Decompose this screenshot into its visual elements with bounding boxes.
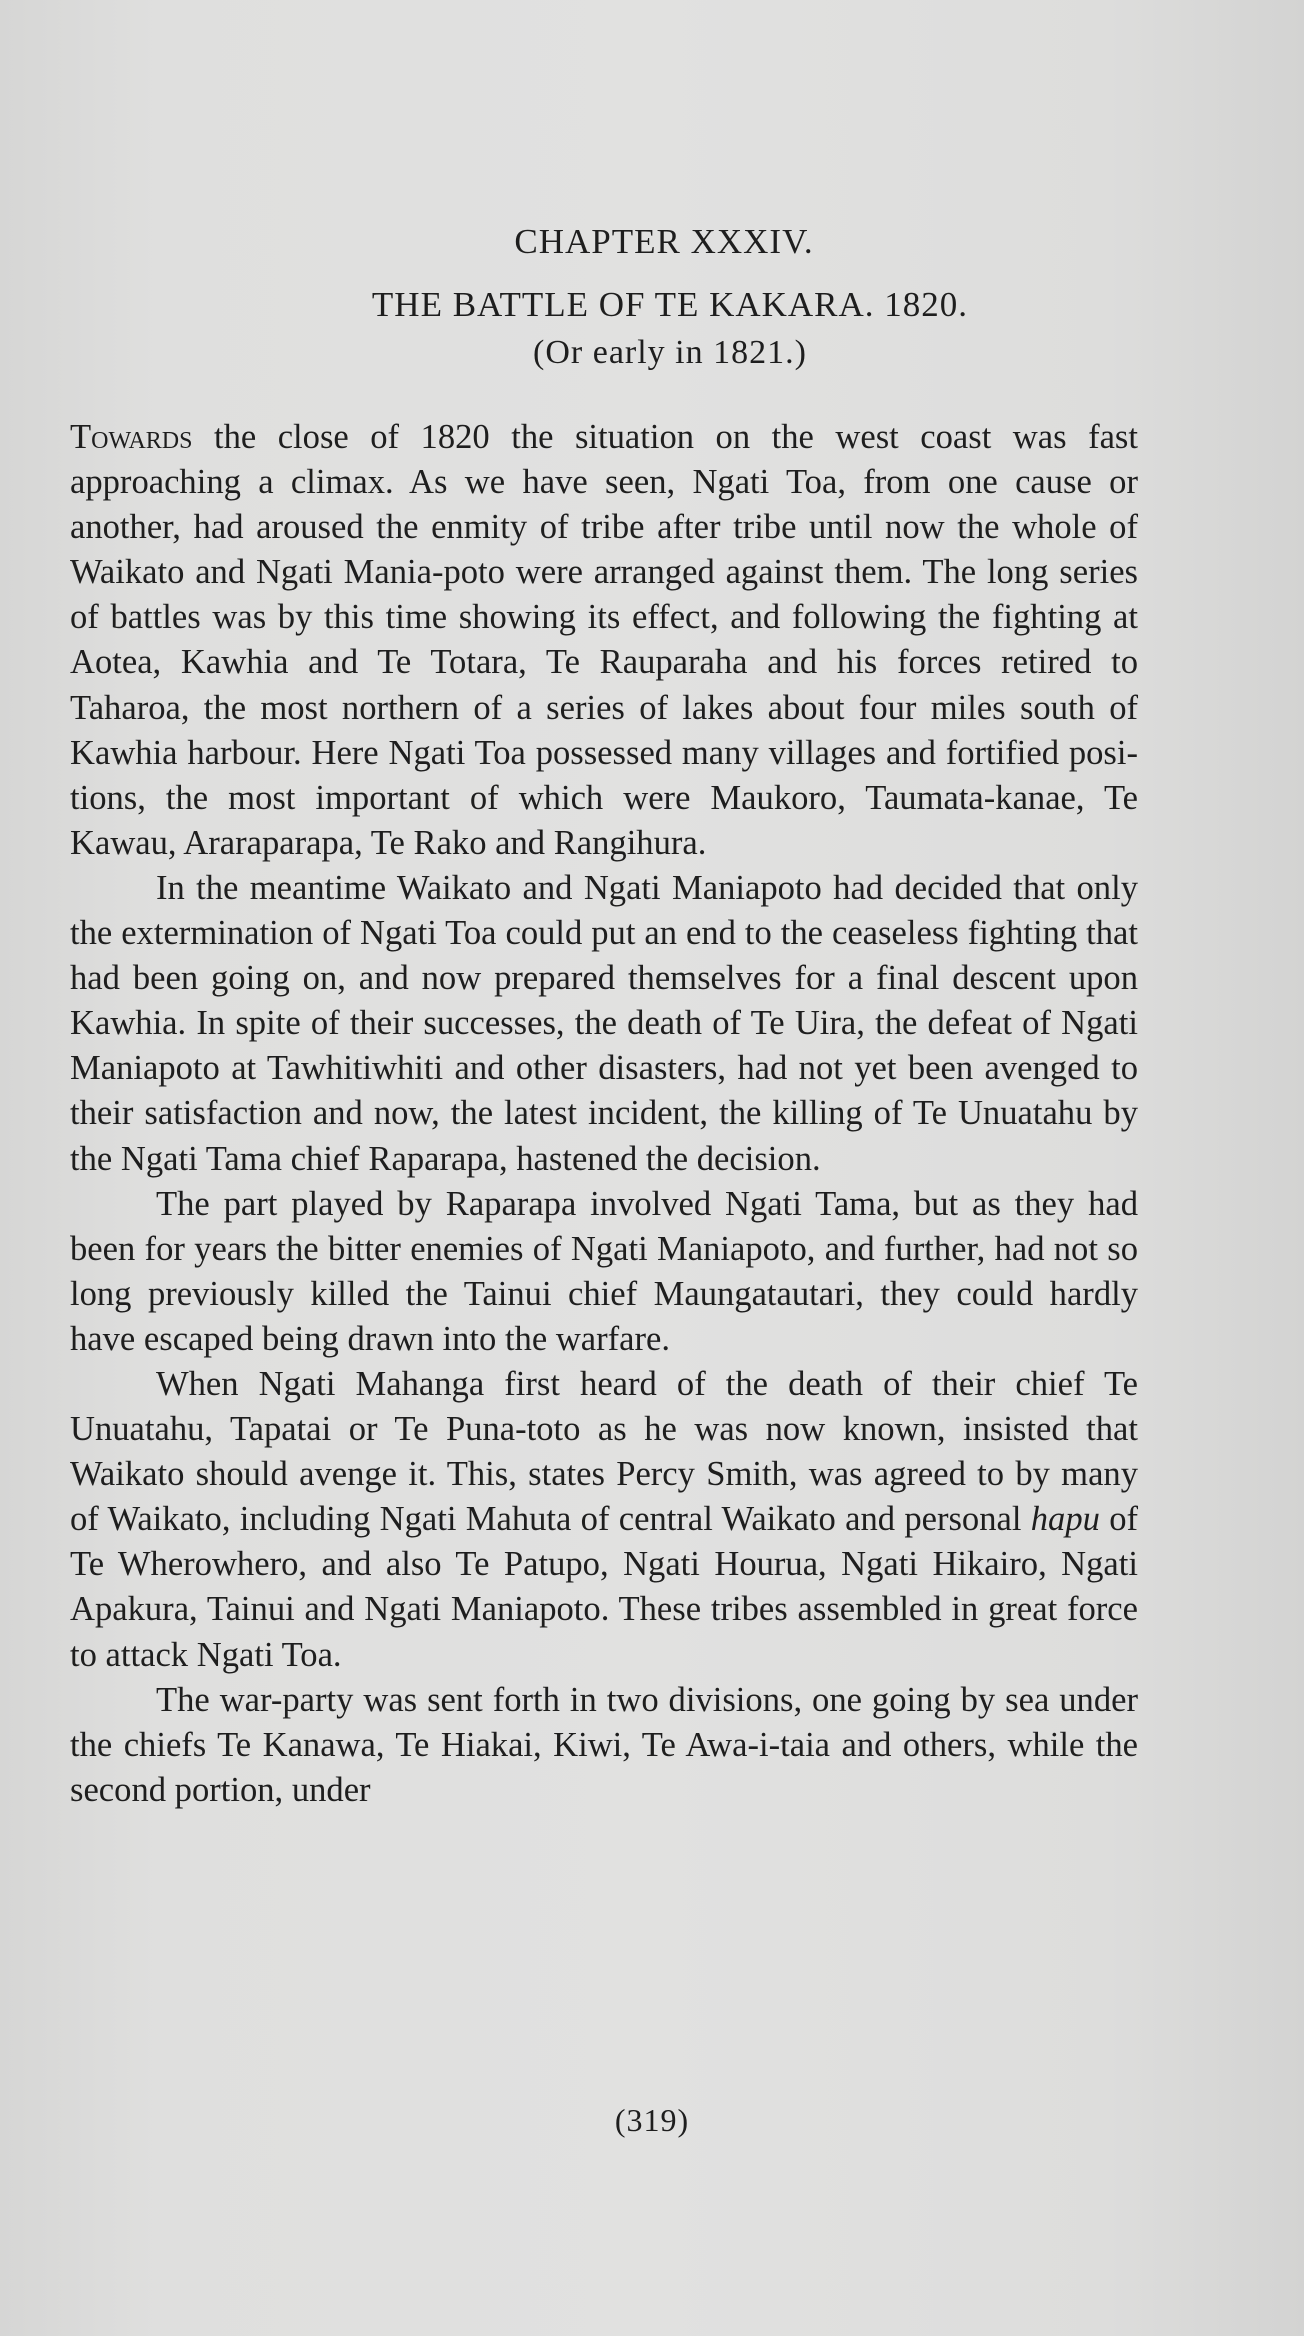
- chapter-title: THE BATTLE OF TE KAKARA. 1820.: [371, 285, 969, 324]
- paragraph-4-text-b: of Te Wherowhero, and also Te Patupo, Ngati Hourua, Ngati Hikairo, Ngati Apakura, Tainui and Ngati Maniapoto. These tribes assembled in great force to attack Ngati Toa.: [70, 1500, 1138, 1674]
- paragraph-5: The war-party was sent forth in two divisions, one going by sea under the chiefs Te Kanawa, Te Hiakai, Kiwi, Te Awa-i-taia and others, while the second portion, under: [70, 1680, 1138, 1809]
- body-text: [70, 415, 1138, 1813]
- paragraph-4-italic-term: hapu: [1030, 1500, 1100, 1539]
- paragraph-1: [70, 415, 1138, 866]
- chapter-number: CHAPTER XXXIV.: [514, 222, 814, 261]
- paragraph-1-text: the close of 1820 the situation on the west coast was fast approaching a climax. As we have seen, Ngati Toa, from one cause or another, had aroused the enmity of tribe after tribe until now the whole of Waikato and Ngati Mania-poto were arranged against them. The long series of battles was by this time showing its effect, and following the fighting at Aotea, Kawhia and Te Totara, Te Rauparaha and his forces retired to Taharoa, the most northern of a series of lakes about four miles south of Kawhia harbour. Here Ngati Toa possessed many villages and fortified posi-tions, the most important of which were Maukoro, Taumata-kanae, Te Kawau, Araraparapa, Te Rako and Rangihura.: [70, 418, 1138, 862]
- page-number: (319): [614, 2102, 690, 2138]
- chapter-date-note: (Or early in 1821.): [533, 334, 807, 371]
- paragraph-4-text-a: When Ngati Mahanga first heard of the death of their chief Te Unuatahu, Tapatai or Te Puna-toto as he was now known, insisted that Waikato should avenge it. This, states Percy Smith, was agreed to by many of Waikato, including Ngati Mahuta of central Waikato and personal: [70, 1364, 1138, 1539]
- paragraph-1-lead: Towards: [70, 418, 193, 456]
- paragraph-3: The part played by Raparapa involved Ngati Tama, but as they had been for years the bitter enemies of Ngati Maniapoto, and further, had not so long previously killed the Tainui chief Maungatautari, they could hardly have escaped being drawn into the warfare.: [70, 1184, 1138, 1358]
- paragraph-4: [70, 1362, 1138, 1678]
- paragraph-2: In the meantime Waikato and Ngati Maniapoto had decided that only the extermination of Ngati Toa could put an end to the ceaseless fighting that had been going on, and now prepared themselves for a final descent upon Kawhia. In spite of their successes, the death of Te Uira, the defeat of Ngati Maniapoto at Tawhitiwhiti and other disasters, had not yet been avenged to their satisfaction and now, the latest incident, the killing of Te Unuatahu by the Ngati Tama chief Raparapa, hastened the decision.: [70, 868, 1138, 1178]
